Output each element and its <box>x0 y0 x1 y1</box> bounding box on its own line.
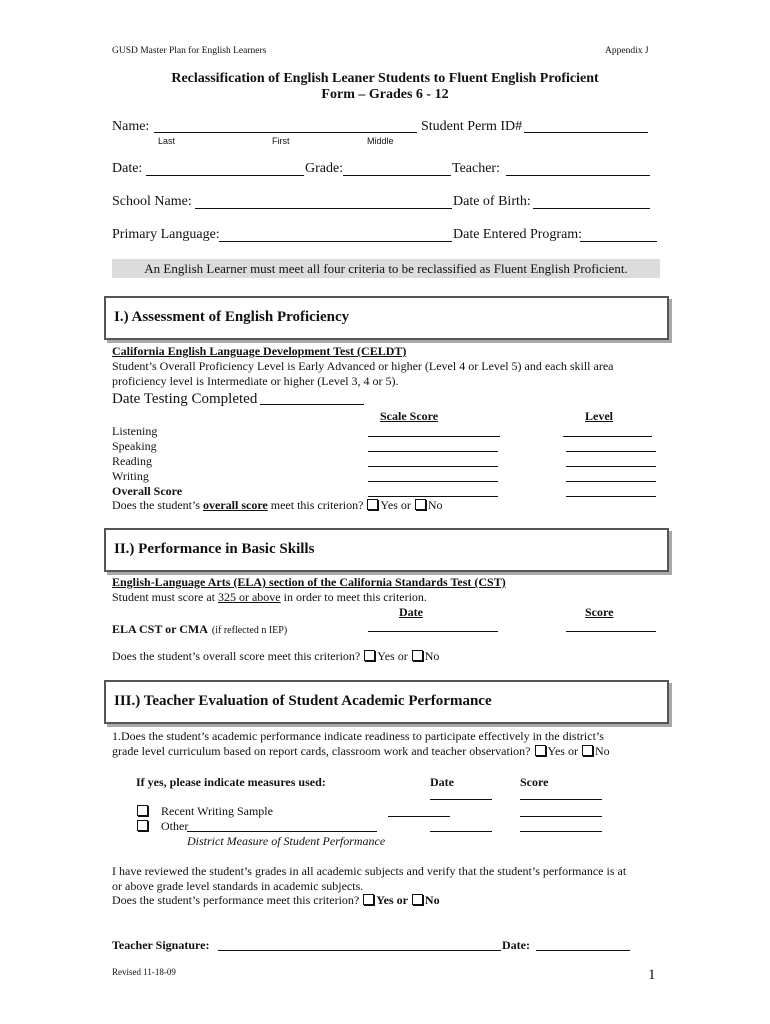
language-field[interactable] <box>219 241 452 242</box>
celdt-title: California English Language Development Test (CELDT) <box>112 344 407 358</box>
perm-id-field[interactable] <box>524 132 648 133</box>
celdt-desc-1: Student’s Overall Proficiency Level is Early Advanced or higher (Level 4 or Level 5) and each skill area <box>112 359 614 373</box>
overall-level-field[interactable] <box>566 496 656 497</box>
entered-field[interactable] <box>580 241 657 242</box>
row-overall: Overall Score <box>112 484 183 498</box>
no-checkbox[interactable] <box>412 894 423 905</box>
cst-requirement: Student must score at 325 or above in order to meet this criterion. <box>112 590 427 604</box>
section-2-question: Does the student’s overall score meet this criterion? Yes or No <box>112 649 440 663</box>
writing-sample-score-field[interactable] <box>520 816 602 817</box>
name-label: Name: <box>112 119 150 134</box>
form-title: Reclassification of English Leaner Students to Fluent English Proficient <box>171 71 599 86</box>
name-last-caption: Last <box>158 136 176 146</box>
section-1-title: I.) Assessment of English Proficiency <box>114 309 350 325</box>
date-field[interactable] <box>146 175 304 176</box>
other-checkbox[interactable] <box>137 820 148 831</box>
opt-other: Other <box>136 819 188 834</box>
listening-level-field[interactable] <box>563 436 652 437</box>
ela-row-label: ELA CST or CMA (if reflected n IEP) <box>112 622 288 636</box>
school-label: School Name: <box>112 194 192 209</box>
name-middle-caption: Middle <box>367 136 394 146</box>
writing-sample-date-field[interactable] <box>388 816 450 817</box>
section-3-title: III.) Teacher Evaluation of Student Academic Performance <box>114 693 492 709</box>
row-reading: Reading <box>112 454 152 468</box>
no-checkbox[interactable] <box>415 499 426 510</box>
measures-label: If yes, please indicate measures used: <box>136 775 326 789</box>
sig-date-field[interactable] <box>536 950 630 951</box>
signature-label: Teacher Signature: <box>112 938 210 952</box>
celdt-desc-2: proficiency level is Intermediate or higher (Level 3, 4 or 5). <box>112 374 399 388</box>
row-listening: Listening <box>112 424 158 438</box>
teacher-field[interactable] <box>506 175 650 176</box>
section-2-title: II.) Performance in Basic Skills <box>114 541 315 557</box>
section-1-question: Does the student’s overall score meet this criterion? Yes or No <box>112 498 443 512</box>
section-2-header <box>104 528 669 572</box>
sig-date-label: Date: <box>502 938 530 952</box>
date-testing-label: Date Testing Completed <box>112 391 258 407</box>
section-1-header <box>104 296 669 340</box>
entered-label: Date Entered Program: <box>453 227 583 242</box>
page-number: 1 <box>648 967 656 983</box>
section-3-header <box>104 680 669 724</box>
q1-line-1: 1.Does the student’s academic performance indicate readiness to participate effectively in the district’s <box>112 729 604 743</box>
perm-id-label: Student Perm ID# <box>421 119 523 134</box>
review-line-1: I have reviewed the student’s grades in all academic subjects and verify that the student’s performance is at <box>112 864 627 878</box>
revised-date: Revised 11-18-09 <box>112 967 176 977</box>
col-score: Score <box>585 605 614 619</box>
grade-label: Grade: <box>305 161 344 176</box>
row-writing: Writing <box>112 469 149 483</box>
ela-date-field[interactable] <box>368 631 498 632</box>
grade-field[interactable] <box>343 175 451 176</box>
overall-score-field[interactable] <box>368 496 498 497</box>
date-testing-field[interactable] <box>260 404 364 405</box>
dob-field[interactable] <box>533 208 650 209</box>
measures-col-score: Score <box>520 775 549 789</box>
listening-score-field[interactable] <box>368 436 500 437</box>
col-date: Date <box>399 605 423 619</box>
speaking-level-field[interactable] <box>566 451 656 452</box>
district-measure-caption: District Measure of Student Performance <box>187 834 386 848</box>
q1-line-2: grade level curriculum based on report cards, classroom work and teacher observation? Yes or No <box>112 744 610 758</box>
header-right: Appendix J <box>605 46 649 56</box>
opt-writing-sample: Recent Writing Sample <box>136 804 273 819</box>
speaking-score-field[interactable] <box>368 451 498 452</box>
header-left: GUSD Master Plan for English Learners <box>112 46 267 56</box>
form-subtitle: Form – Grades 6 - 12 <box>321 87 449 102</box>
no-checkbox[interactable] <box>412 650 423 661</box>
school-field[interactable] <box>195 208 452 209</box>
teacher-label: Teacher: <box>452 161 500 176</box>
col-level: Level <box>585 409 613 423</box>
writing-sample-checkbox[interactable] <box>137 805 148 816</box>
other-field[interactable] <box>187 831 377 832</box>
yes-checkbox[interactable] <box>367 499 378 510</box>
ela-score-field[interactable] <box>566 631 656 632</box>
reading-score-field[interactable] <box>368 466 498 467</box>
date-label: Date: <box>112 161 143 176</box>
yes-checkbox[interactable] <box>364 650 375 661</box>
criteria-banner: An English Learner must meet all four criteria to be reclassified as Fluent English Proficient. <box>112 259 660 278</box>
row-speaking: Speaking <box>112 439 157 453</box>
col-scale-score: Scale Score <box>380 409 439 423</box>
other-date-field[interactable] <box>430 831 492 832</box>
no-checkbox[interactable] <box>582 745 593 756</box>
name-field[interactable] <box>154 132 417 133</box>
review-line-2: or above grade level standards in academic subjects. <box>112 879 364 893</box>
reading-level-field[interactable] <box>566 466 656 467</box>
dob-label: Date of Birth: <box>453 194 531 209</box>
measures-score-field[interactable] <box>520 799 602 800</box>
review-question: Does the student’s performance meet this criterion? Yes or No <box>112 893 440 907</box>
yes-checkbox[interactable] <box>535 745 546 756</box>
name-first-caption: First <box>272 136 290 146</box>
writing-level-field[interactable] <box>566 481 656 482</box>
measures-date-field[interactable] <box>430 799 492 800</box>
language-label: Primary Language: <box>112 227 220 242</box>
writing-score-field[interactable] <box>368 481 498 482</box>
measures-col-date: Date <box>430 775 454 789</box>
cst-title: English-Language Arts (ELA) section of the California Standards Test (CST) <box>112 575 506 589</box>
other-score-field[interactable] <box>520 831 602 832</box>
signature-field[interactable] <box>218 950 501 951</box>
yes-checkbox[interactable] <box>363 894 374 905</box>
